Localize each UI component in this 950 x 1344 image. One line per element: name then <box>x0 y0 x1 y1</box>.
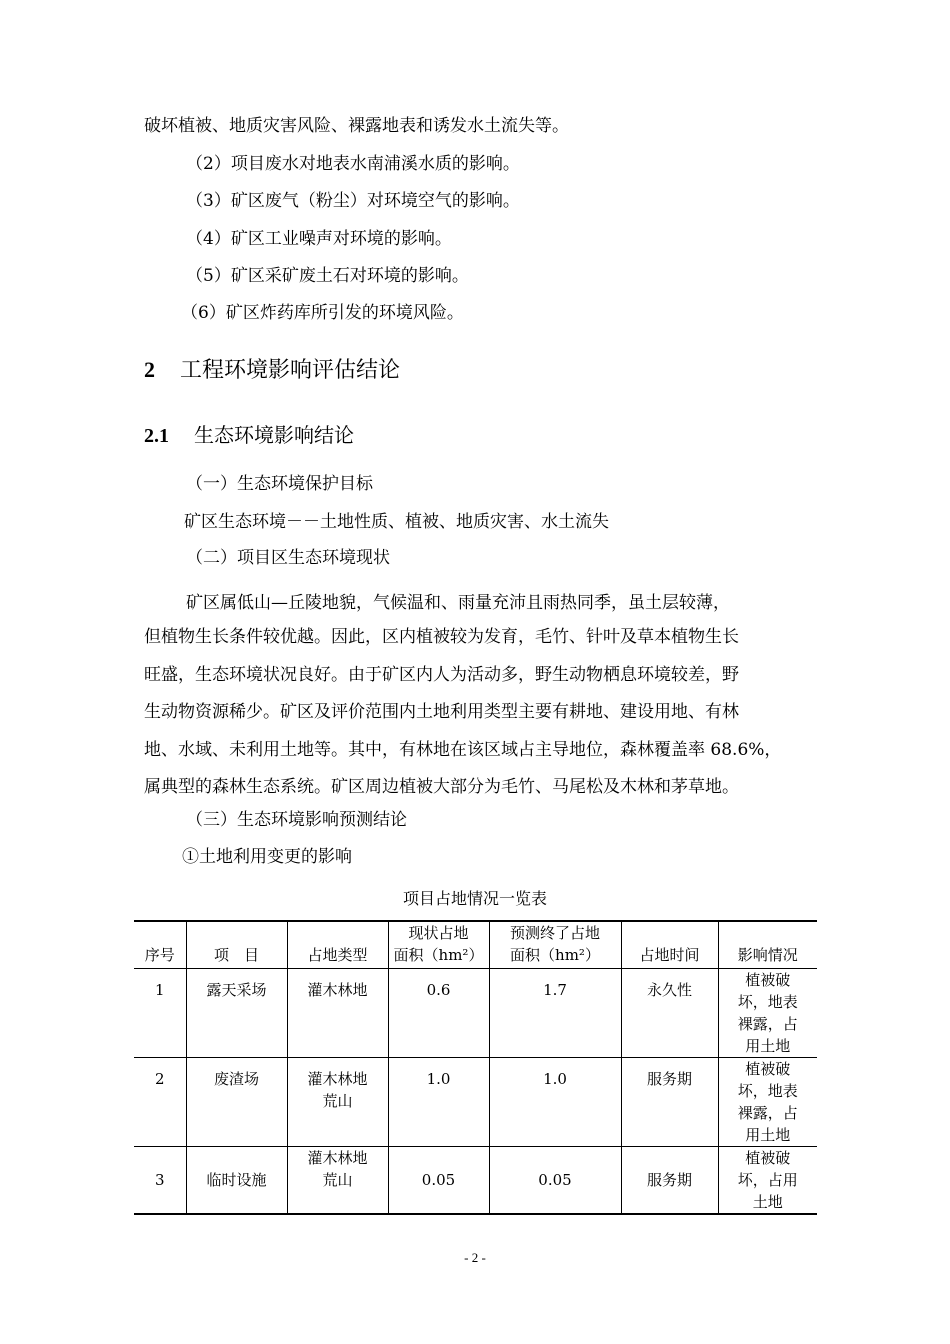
cell-item: 露天采场 <box>186 969 287 1058</box>
cell-final-area: 0.05 <box>489 1147 621 1215</box>
table-header-row <box>134 921 817 969</box>
text-line: （3）矿区废气（粉尘）对环境空气的影响。 <box>186 191 520 211</box>
cell-index: 2 <box>154 1070 165 1088</box>
header-cell: 序号 <box>144 946 175 964</box>
section-heading <box>144 356 400 385</box>
cell-final-area: 1.0 <box>489 1058 621 1147</box>
cell-current-area: 1.0 <box>388 1058 489 1147</box>
sub-heading: （一）生态环境保护目标 <box>186 474 373 494</box>
text-line: 破坏植被、地质灾害风险、裸露地表和诱发水土流失等。 <box>144 116 569 136</box>
header-cell: 占地时间 <box>621 921 718 969</box>
cell-type: 灌木林地 荒山 <box>287 1058 388 1147</box>
sub-heading: （二）项目区生态环境现状 <box>186 548 390 568</box>
header-cell: 影响情况 <box>718 921 817 969</box>
header-cell: 预测终了占地 面积（hm²） <box>489 921 621 969</box>
table-row <box>134 969 817 1058</box>
paragraph-line: 但植物生长条件较优越。因此，区内植被较为发育，毛竹、针叶及草本植物生长 <box>144 627 739 647</box>
paragraph-line: 生动物资源稀少。矿区及评价范围内土地利用类型主要有耕地、建设用地、有林 <box>144 702 739 722</box>
paragraph-line: 矿区属低山—丘陵地貌，气候温和、雨量充沛且雨热同季，虽土层较薄， <box>186 593 730 613</box>
text-line: （5）矿区采矿废土石对环境的影响。 <box>186 266 469 286</box>
cell-impact: 植被破 坏，地表 裸露，占 用土地 <box>718 1058 817 1147</box>
cell-time: 永久性 <box>621 969 718 1058</box>
table-row <box>134 1058 817 1147</box>
table-row <box>134 1147 817 1215</box>
subsection-number: 2.1 <box>144 425 169 447</box>
section-title: 工程环境影响评估结论 <box>180 358 401 383</box>
cell-index: 3 <box>154 1171 165 1189</box>
paragraph-line: 地、水域、未利用土地等。其中，有林地在该区域占主导地位，森林覆盖率 68.6%， <box>144 740 782 760</box>
cell-current-area: 0.05 <box>388 1147 489 1215</box>
cell-index: 1 <box>154 981 165 999</box>
subsection-title: 生态环境影响结论 <box>194 423 354 447</box>
cell-impact: 植被破 坏，占用 土地 <box>718 1147 817 1215</box>
paragraph-line: 旺盛，生态环境状况良好。由于矿区内人为活动多，野生动物栖息环境较差，野 <box>144 665 739 685</box>
subsection-heading <box>144 422 354 449</box>
cell-time: 服务期 <box>621 1147 718 1215</box>
table-caption: 项目占地情况一览表 <box>402 889 547 908</box>
sub-heading: （三）生态环境影响预测结论 <box>186 810 407 830</box>
cell-final-area: 1.7 <box>489 969 621 1058</box>
header-cell: 现状占地 面积（hm²） <box>388 921 489 969</box>
header-cell: 占地类型 <box>287 921 388 969</box>
cell-impact: 植被破 坏，地表 裸露，占 用土地 <box>718 969 817 1058</box>
text-line: （6）矿区炸药库所引发的环境风险。 <box>181 303 464 323</box>
land-use-table <box>134 920 817 1215</box>
cell-item: 临时设施 <box>186 1147 287 1215</box>
paragraph-line: 属典型的森林生态系统。矿区周边植被大部分为毛竹、马尾松及木林和茅草地。 <box>144 777 739 797</box>
cell-time: 服务期 <box>621 1058 718 1147</box>
text-line: （2）项目废水对地表水南浦溪水质的影响。 <box>186 154 520 174</box>
header-cell: 项 目 <box>186 921 287 969</box>
section-number: 2 <box>144 357 155 382</box>
cell-current-area: 0.6 <box>388 969 489 1058</box>
cell-type: 灌木林地 <box>287 969 388 1058</box>
text-line: （4）矿区工业噪声对环境的影响。 <box>186 229 452 249</box>
cell-type: 灌木林地 荒山 <box>287 1147 388 1215</box>
cell-item: 废渣场 <box>186 1058 287 1147</box>
text-line: ①土地利用变更的影响 <box>182 847 352 867</box>
page-number: - 2 - <box>464 1250 486 1265</box>
text-line: 矿区生态环境－－土地性质、植被、地质灾害、水土流失 <box>184 512 609 532</box>
